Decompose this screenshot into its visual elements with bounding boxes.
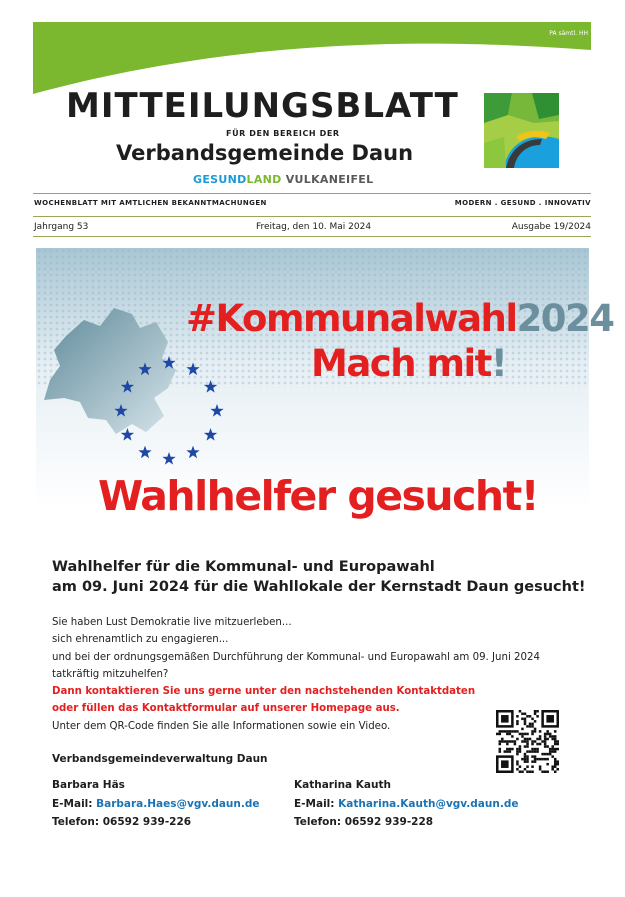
body-line: Unter dem QR-Code finden Sie alle Informationen sowie ein Video.: [52, 720, 391, 732]
body-line: tatkräftig mitzuhelfen?: [52, 668, 169, 680]
contact-phone: Telefon: 06592 939-228: [294, 816, 434, 828]
contact-name: Katharina Kauth: [294, 779, 391, 791]
header-rule-middle: [33, 216, 591, 217]
qr-code[interactable]: [496, 710, 559, 773]
publication-type: WOCHENBLATT MIT AMTLICHEN BEKANNTMACHUNGEN: [34, 199, 267, 207]
email-link[interactable]: Barbara.Haes@vgv.daun.de: [96, 797, 260, 810]
masthead-subtitle: Verbandsgemeinde Daun: [116, 141, 414, 165]
slogan-part-vulkaneifel: VULKANEIFEL: [281, 173, 374, 186]
mach-mit-headline: Mach mit!: [311, 342, 507, 385]
issue-number: Ausgabe 19/2024: [511, 222, 591, 232]
headline-line-1: Wahlhelfer für die Kommunal- und Europawahl: [52, 559, 435, 575]
body-line: sich ehrenamtlich zu engagieren...: [52, 634, 229, 646]
distribution-tag: PA sämtl. HH: [549, 30, 588, 37]
green-header-banner: [33, 22, 591, 94]
issue-year: Jahrgang 53: [34, 222, 89, 232]
vulkaneifel-logo: [484, 93, 559, 168]
masthead-title: MITTEILUNGSBLATT: [66, 86, 459, 126]
publication-motto: MODERN . GESUND . INNOVATIV: [454, 199, 591, 207]
hashtag-headline: #Kommunalwahl2024: [186, 297, 614, 340]
contact-card-right: [294, 776, 518, 832]
email-link[interactable]: Katharina.Kauth@vgv.daun.de: [338, 797, 519, 810]
contact-email-row: [294, 795, 518, 814]
contact-name: Barbara Häs: [52, 779, 125, 791]
header-rule-top: [33, 193, 591, 194]
header-rule-bottom: [33, 236, 591, 237]
issue-date: Freitag, den 10. Mai 2024: [256, 222, 372, 232]
organization-name: Verbandsgemeindeverwaltung Daun: [52, 753, 268, 765]
slogan-part-gesund: GESUND: [193, 173, 247, 186]
email-label: E-Mail:: [52, 797, 97, 810]
region-slogan: [193, 173, 373, 186]
article-headline: [52, 557, 592, 597]
wahlhelfer-gesucht-headline: Wahlhelfer gesucht!: [98, 472, 538, 520]
body-line: Sie haben Lust Demokratie live mitzuerleben...: [52, 617, 292, 628]
body-line: und bei der ordnungsgemäßen Durchführung der Kommunal- und Europawahl am 09. Juni 2024: [52, 651, 540, 663]
contact-card-left: [52, 776, 260, 832]
masthead-subtitle-small: FÜR DEN BEREICH DER: [226, 129, 340, 138]
contact-phone: Telefon: 06592 939-226: [52, 816, 192, 828]
contact-email-row: [52, 795, 260, 814]
call-to-action-line: oder füllen das Kontaktformular auf unserer Homepage aus.: [52, 703, 400, 715]
slogan-part-land: LAND: [246, 173, 282, 186]
headline-line-2: am 09. Juni 2024 für die Wahllokale der Kernstadt Daun gesucht!: [52, 579, 586, 595]
kommunalwahl-hero-graphic: [36, 248, 614, 520]
call-to-action-line: Dann kontaktieren Sie uns gerne unter den nachstehenden Kontaktdaten: [52, 686, 476, 698]
email-label: E-Mail:: [294, 797, 339, 810]
